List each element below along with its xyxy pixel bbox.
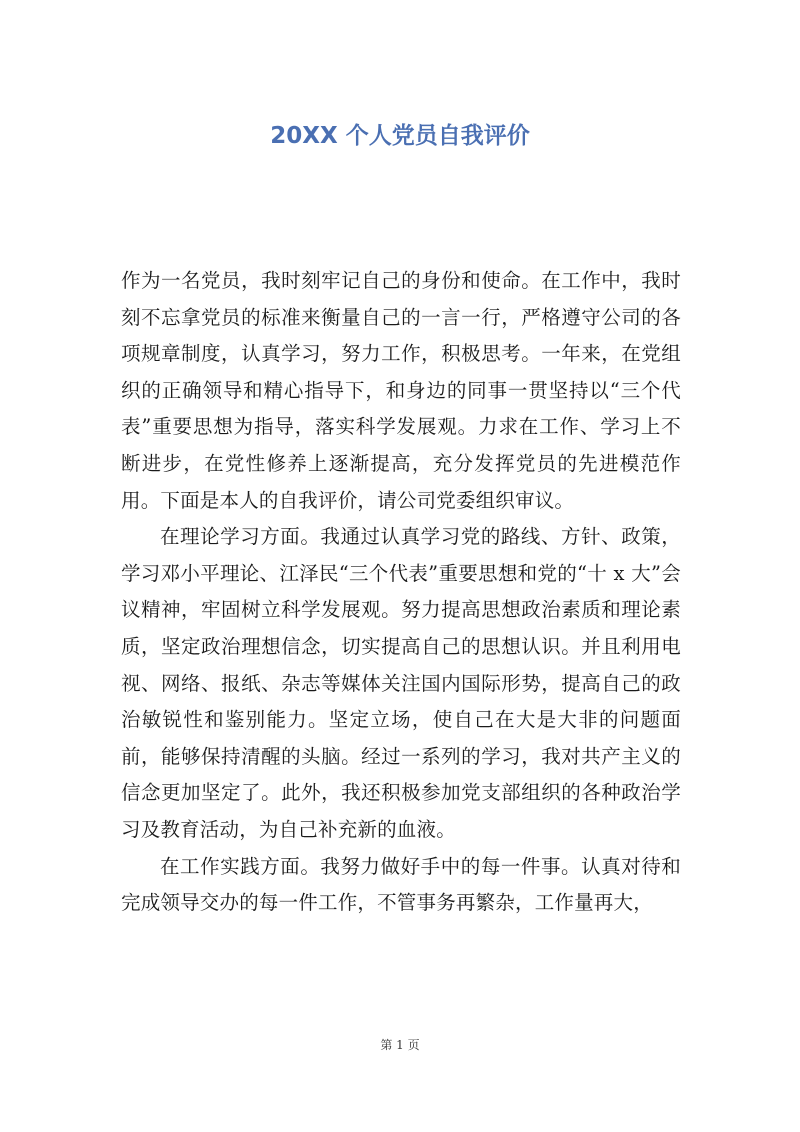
paragraph-work-practice: 在工作实践方面。我努力做好手中的每一件事。认真对待和完成领导交办的每一件工作，不管事务再繁杂，工作量再大， [121,854,681,915]
paragraph-intro: 作为一名党员，我时刻牢记自己的身份和使命。在工作中，我时刻不忘拿党员的标准来衡量自己的一言一行，严格遵守公司的各项规章制度，认真学习，努力工作，积极思考。一年来，在党组织的正确领导和精心指导下，和身边的同事一贯坚持以“三个代表”重要思想为指导，落实科学发展观。力求在工作、学习上不断进步，在党性修养上逐渐提高，充分发挥党员的先进模范作用。下面是本人的自我评价，请公司党委组织审议。 [121,269,681,512]
paragraph-theory-study: 在理论学习方面。我通过认真学习党的路线、方针、政策，学习邓小平理论、江泽民“三个代表”重要思想和党的“十 x 大”会议精神，牢固树立科学发展观。努力提高思想政治素质和理论素质，坚定政治理想信念，切实提高自己的思想认识。并且利用电视、网络、报纸、杂志等媒体关注国内国际形势，提高自己的政治敏锐性和鉴别能力。坚定立场，使自己在大是大非的问题面前，能够保持清醒的头脑。经过一系列的学习，我对共产主义的信念更加坚定了。此外，我还积极参加党支部组织的各种政治学习及教育活动，为自己补充新的血液。 [121,525,681,841]
document-body [121,263,681,922]
page-number: 第 1 页 [380,1038,420,1052]
document-title: 20XX 个人党员自我评价 [270,123,530,149]
